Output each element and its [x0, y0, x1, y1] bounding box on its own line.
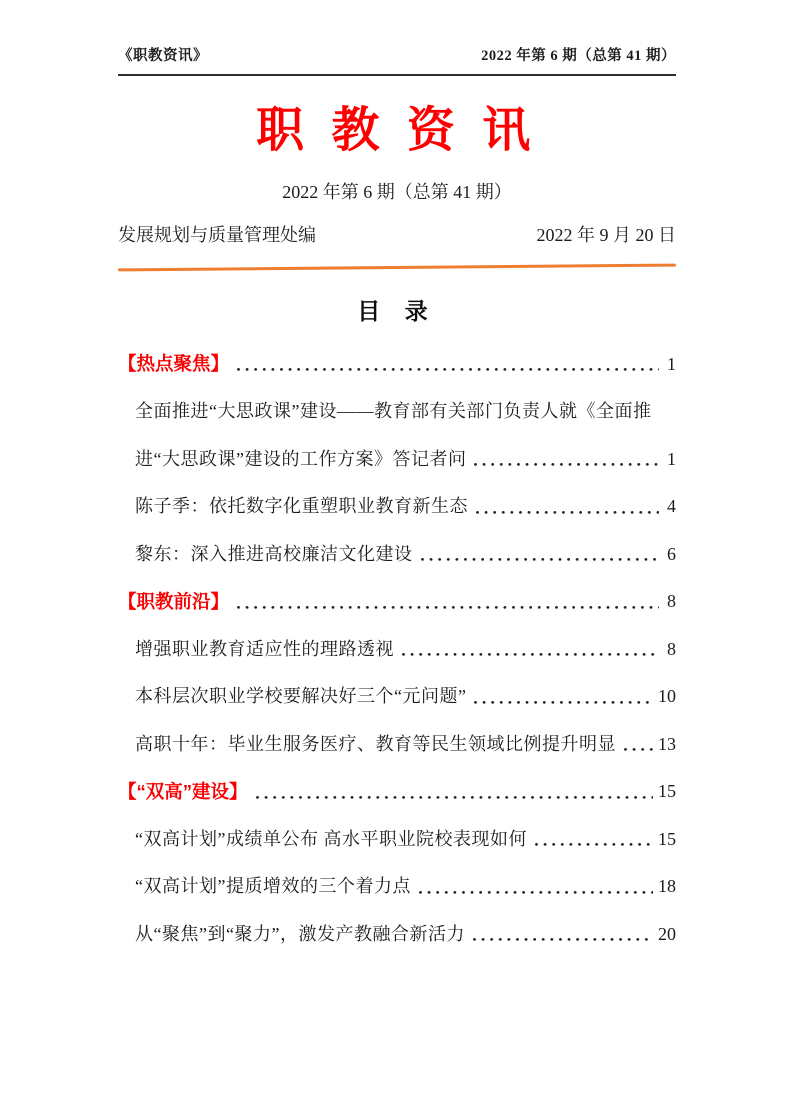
dot-leader [256, 792, 653, 802]
toc-section-label: 【“双高”建设】 [118, 780, 248, 802]
toc-section-vocational-frontier[interactable] [118, 564, 676, 612]
toc-entry-text: “双高计划”成绩单公布 高水平职业院校表现如何 [135, 828, 527, 849]
dot-leader [476, 507, 659, 517]
toc-entry-text: 黎东：深入推进高校廉洁文化建设 [135, 543, 413, 564]
toc-entry-text: 从“聚焦”到“聚力”，激发产教融合新活力 [135, 923, 465, 944]
publication-date: 2022 年 9 月 20 日 [536, 224, 676, 245]
toc-entry-text: 进“大思政课”建设的工作方案》答记者问 [135, 448, 467, 469]
masthead-journal-name: 《职教资讯》 [118, 48, 208, 64]
masthead-issue-info: 2022 年第 6 期（总第 41 期） [481, 48, 676, 64]
toc-section-shuanggao-construction[interactable] [118, 754, 676, 802]
toc-page-number: 8 [667, 638, 676, 659]
dot-leader [402, 649, 659, 659]
orange-divider-line [118, 264, 676, 272]
dot-leader [624, 744, 653, 754]
toc-section-label: 【职教前沿】 [118, 590, 230, 612]
dot-leader [474, 459, 659, 469]
toc-page-number: 20 [658, 923, 676, 944]
toc-entry-text: 全面推进“大思政课”建设——教育部有关部门负责人就《全面推 [135, 401, 652, 422]
toc-section-hotspot-focus[interactable] [118, 327, 676, 375]
toc-entry[interactable] [118, 659, 676, 707]
toc-entry[interactable] [118, 897, 676, 945]
toc-entry-text: 增强职业教育适应性的理路透视 [135, 638, 394, 659]
masthead [118, 0, 676, 65]
toc-entry[interactable] [118, 374, 676, 469]
toc-page-number: 1 [667, 448, 676, 469]
toc-page-number: 15 [658, 828, 676, 849]
dot-leader [473, 934, 653, 944]
dot-leader [535, 839, 653, 849]
issue-line: 2022 年第 6 期（总第 41 期） [282, 182, 512, 203]
header-divider-line [118, 74, 676, 76]
toc-entry-text: 本科层次职业学校要解决好三个“元问题” [135, 686, 467, 707]
toc-entry[interactable] [118, 469, 676, 517]
toc-entry[interactable] [118, 517, 676, 565]
toc-page-number: 1 [667, 353, 676, 374]
toc-page-number: 6 [667, 543, 676, 564]
dot-leader [237, 364, 659, 374]
toc-entry[interactable] [118, 802, 676, 850]
toc-page-number: 8 [667, 591, 676, 612]
dot-leader [419, 887, 653, 897]
toc-entry-text: 陈子季：依托数字化重塑职业教育新生态 [135, 496, 468, 517]
page-title: 职 教 资 讯 [256, 104, 538, 157]
dot-leader [421, 554, 660, 564]
toc-entry[interactable] [118, 707, 676, 755]
toc-heading: 目 录 [357, 297, 437, 324]
toc-page-number: 18 [658, 876, 676, 897]
toc-entry-text: 高职十年：毕业生服务医疗、教育等民生领域比例提升明显 [135, 733, 616, 754]
toc-entry[interactable] [118, 849, 676, 897]
toc-page-number: 4 [667, 496, 676, 517]
publication-row [118, 223, 676, 247]
toc-entry[interactable] [118, 612, 676, 660]
dot-leader [237, 602, 659, 612]
dot-leader [474, 697, 653, 707]
editor-label: 发展规划与质量管理处编 [118, 224, 316, 245]
toc-page-number: 10 [658, 686, 676, 707]
toc-page-number: 15 [658, 781, 676, 802]
table-of-contents [118, 327, 676, 945]
toc-entry-text: “双高计划”提质增效的三个着力点 [135, 876, 411, 897]
toc-page-number: 13 [658, 733, 676, 754]
toc-section-label: 【热点聚焦】 [118, 353, 230, 375]
